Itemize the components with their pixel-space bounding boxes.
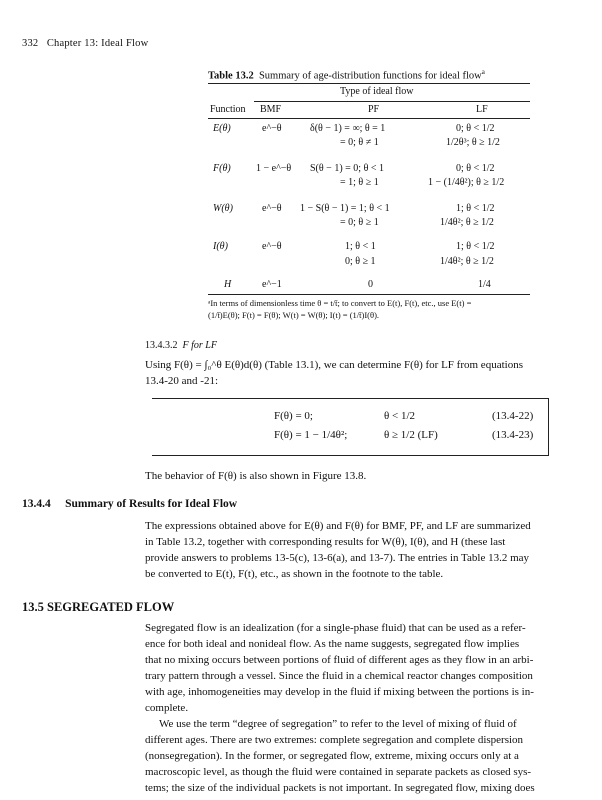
para-segregated-line3: that no mixing occurs between portions of fluid of different ages as they flow in an arbi- [145, 654, 534, 666]
para-summary-line1: The expressions obtained above for E(θ) and F(θ) for BMF, PF, and LF are summarized [145, 520, 531, 532]
row-w-lf-1: 1; θ < 1/2 [456, 203, 495, 214]
section-1344-number: 13.4.4 [22, 498, 51, 510]
row-f-lf-1: 0; θ < 1/2 [456, 163, 495, 174]
row-w-function: W(θ) [213, 203, 233, 214]
row-i-pf-1: 1; θ < 1 [345, 241, 376, 252]
table-caption-text: Summary of age-distribution functions for ideal flow [258, 70, 482, 82]
row-f-pf-1: S(θ − 1) = 0; θ < 1 [310, 163, 384, 174]
para-degree-line5: tems; the size of the individual packets is not important. In segregated flow, mixing does [145, 782, 535, 794]
row-f-function: F(θ) [213, 163, 231, 174]
col-header-function: Function [210, 104, 246, 115]
table-label: Table 13.2 [208, 70, 254, 82]
page-number: 332 [22, 38, 39, 49]
row-h-pf: 0 [368, 279, 373, 290]
table-header-rule [208, 118, 530, 119]
row-e-function: E(θ) [213, 123, 231, 134]
caption-footnote-mark: a [481, 68, 485, 76]
row-f-pf-2: = 1; θ ≥ 1 [340, 177, 379, 188]
para-summary-line2: in Table 13.2, together with corresponding results for W(θ), I(θ), and H (these last [145, 536, 506, 548]
para-using-line1: Using F(θ) = ∫₀^θ E(θ)d(θ) (Table 13.1), we can determine F(θ) for LF from equations [145, 359, 523, 371]
section-1344-title: Summary of Results for Ideal Flow [65, 498, 238, 510]
row-i-function: I(θ) [213, 241, 228, 252]
row-e-pf-2: = 0; θ ≠ 1 [340, 137, 379, 148]
col-header-bmf: BMF [260, 104, 282, 115]
table-bottom-rule [208, 294, 530, 295]
row-i-lf-2: 1/4θ²; θ ≥ 1/2 [440, 256, 494, 267]
table-top-rule [208, 83, 530, 84]
para-summary-line4: be converted to E(t), F(t), etc., as shown in the footnote to the table. [145, 568, 444, 580]
row-w-pf-2: = 0; θ ≥ 1 [340, 217, 379, 228]
row-w-lf-2: 1/4θ²; θ ≥ 1/2 [440, 217, 494, 228]
row-h-lf: 1/4 [478, 279, 491, 290]
equation-box [152, 398, 549, 456]
subsection-13432-title: F for LF [182, 340, 217, 351]
group-header: Type of ideal flow [340, 86, 414, 97]
row-h-bmf: e^−1 [262, 279, 282, 290]
row-w-bmf: e^−θ [262, 203, 282, 214]
row-w-pf-1: 1 − S(θ − 1) = 1; θ < 1 [300, 203, 390, 214]
table-group-rule [254, 101, 530, 102]
col-header-lf: LF [476, 104, 488, 115]
eq-2-condition: θ ≥ 1/2 (LF) [384, 429, 438, 441]
running-header [22, 38, 148, 49]
eq-1-condition: θ < 1/2 [384, 410, 416, 422]
row-e-pf-1: δ(θ − 1) = ∞; θ = 1 [310, 123, 386, 134]
eq-2-lhs: F(θ) = 1 − 1/4θ²; [274, 429, 348, 441]
eq-1-tag: (13.4-22) [492, 410, 534, 422]
row-i-pf-2: 0; θ ≥ 1 [345, 256, 376, 267]
para-degree-line4: macroscopic level, as though the fluid were contained in separate packets as closed sys- [145, 766, 532, 778]
row-e-lf-2: 1/2θ³; θ ≥ 1/2 [446, 137, 500, 148]
chapter-title: Chapter 13: Ideal Flow [46, 38, 149, 49]
para-segregated-line4: trary pattern through a vessel. Since the fluid in a chemical reactor changes composition [145, 670, 533, 682]
section-135-heading: 13.5 SEGREGATED FLOW [22, 600, 175, 614]
para-segregated-line2: ence for both ideal and nonideal flow. As the name suggests, segregated flow implies [145, 638, 520, 650]
col-header-pf: PF [368, 104, 380, 115]
eq-2-tag: (13.4-23) [492, 429, 534, 441]
para-using-line2: 13.4-20 and -21: [145, 375, 219, 387]
row-h-function: H [224, 279, 232, 290]
para-degree-line2: different ages. There are two extremes: complete segregation and complete dispersion [145, 734, 524, 746]
section-1344-heading [22, 498, 237, 510]
para-behavior: The behavior of F(θ) is also shown in Figure 13.8. [145, 470, 367, 482]
para-segregated-line1: Segregated flow is an idealization (for a single-phase fluid) that can be used as a refer- [145, 622, 526, 634]
row-f-bmf: 1 − e^−θ [256, 163, 292, 174]
para-segregated-line5: with age, inhomogeneities may develop in the fluid if mixing between the portions is in- [145, 686, 534, 698]
subsection-13432-number: 13.4.3.2 [145, 340, 178, 351]
row-e-lf-1: 0; θ < 1/2 [456, 123, 495, 134]
row-i-lf-1: 1; θ < 1/2 [456, 241, 495, 252]
row-i-bmf: e^−θ [262, 241, 282, 252]
table-footnote-line2: (1/t̄)E(θ); F(t) = F(θ); W(t) = W(θ); I(t) = (1/t̄)I(θ). [208, 310, 380, 320]
para-degree-line3: (nonsegregation). In the former, or segregated flow, extreme, mixing occurs only at a [145, 750, 519, 762]
para-summary-line3: provide answers to problems 13-5(c), 13-6(a), and 13-7). The entries in Table 13.2 may [145, 552, 530, 564]
row-e-bmf: e^−θ [262, 123, 282, 134]
table-footnote-line1: ᵃIn terms of dimensionless time θ = t/t̄; to convert to E(t), F(t), etc., use E(t) = [208, 298, 472, 308]
row-f-lf-2: 1 − (1/4θ²); θ ≥ 1/2 [428, 177, 505, 188]
eq-1-lhs: F(θ) = 0; [274, 410, 313, 422]
para-degree-line1: We use the term “degree of segregation” to refer to the level of mixing of fluid of [159, 718, 517, 730]
table-caption [208, 68, 485, 82]
para-segregated-line6: complete. [145, 702, 189, 714]
subsection-13432-heading [145, 340, 217, 351]
